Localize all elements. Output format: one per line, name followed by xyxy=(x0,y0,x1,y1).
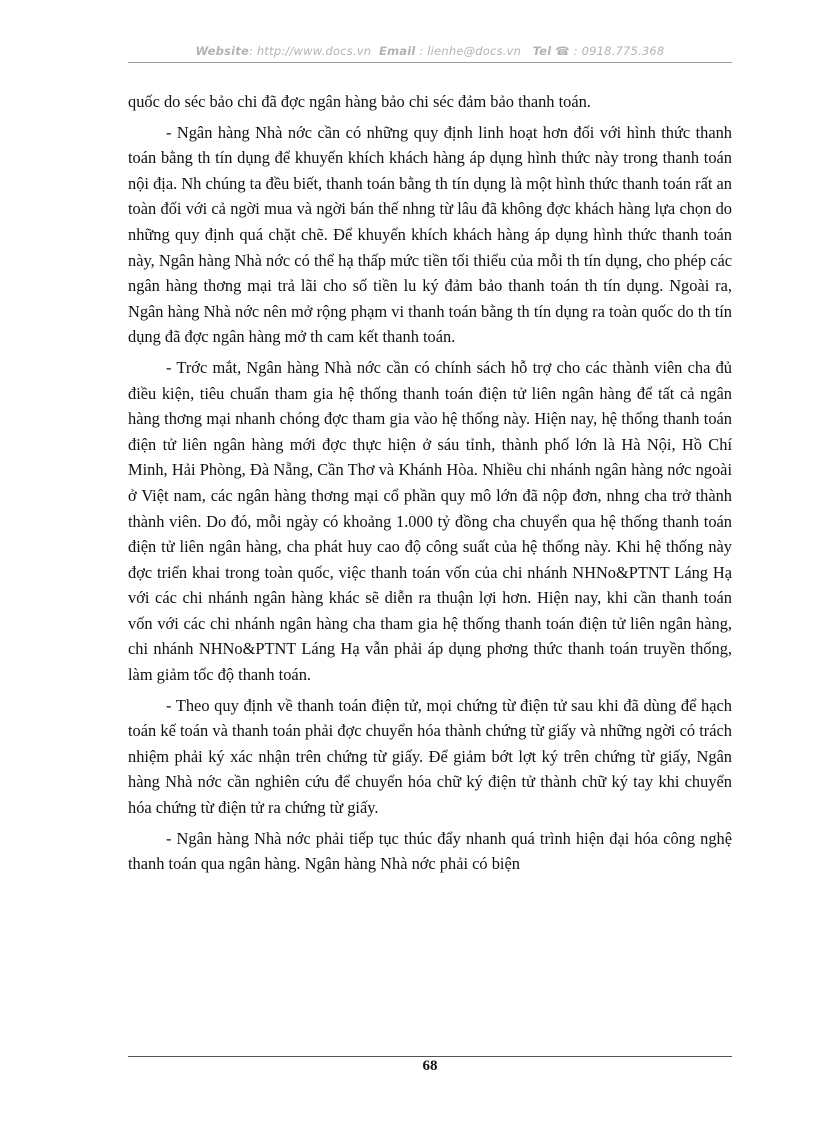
website-label: Website xyxy=(195,44,249,58)
tel-value: ☎ : 0918.775.368 xyxy=(555,44,665,58)
footer-divider xyxy=(128,1056,732,1057)
email-label: Email xyxy=(379,44,416,58)
email-value: : lienhe@docs.vn xyxy=(419,44,522,58)
header-divider xyxy=(128,62,732,63)
tel-label: Tel xyxy=(532,44,552,58)
website-value: : http://www.docs.vn xyxy=(249,44,372,58)
paragraph-credit-letter: - Ngân hàng Nhà nớc cần có những quy định linh hoạt hơn đối với hình thức thanh toán bằng th tín dụng để khuyến khích khách hàng áp dụng hình thức này trong thanh toán nội địa. Nh chúng ta đều biết, thanh toán bằng th tín dụng là một hình thức thanh toán rất an toàn đối với cả ngời mua và ngời bán thế nhng từ lâu đã không đợc khách hàng lựa chọn do những quy định quá chặt chẽ. Để khuyến khích khách hàng áp dụng hình thức thanh toán này, Ngân hàng Nhà nớc có thể hạ thấp mức tiền tối thiểu của mỗi th tín dụng, cho phép các ngân hàng thơng mại trả lãi cho số tiền lu ký đảm bảo thanh toán th tín dụng. Ngoài ra, Ngân hàng Nhà nớc nên mở rộng phạm vi thanh toán bằng th tín dụng ra toàn quốc do th tín dụng đã đợc ngân hàng mở th cam kết thanh toán. xyxy=(128,122,732,347)
paragraph-modernization: - Ngân hàng Nhà nớc phải tiếp tục thúc đẩy nhanh quá trình hiện đại hóa công nghệ thanh toán qua ngân hàng. Ngân hàng Nhà nớc phải có biện xyxy=(128,828,732,874)
page-header xyxy=(128,44,732,58)
paragraph-continuation: quốc do séc bảo chi đã đợc ngân hàng bảo chi séc đảm bảo thanh toán. xyxy=(128,92,591,111)
page-number: 68 xyxy=(422,1058,438,1074)
paragraph-interbank-system: - Trớc mắt, Ngân hàng Nhà nớc cần có chính sách hỗ trợ cho các thành viên cha đủ điều kiện, tiêu chuẩn tham gia hệ thống thanh toán điện tử liên ngân hàng để tất cả ngân hàng thơng mại nhanh chóng đợc tham gia vào hệ thống này. Hiện nay, hệ thống thanh toán điện tử liên ngân hàng mới đợc thực hiện ở sáu tỉnh, thành phố lớn là Hà Nội, Hồ Chí Minh, Hải Phòng, Đà Nẵng, Cần Thơ và Khánh Hòa. Nhiều chi nhánh ngân hàng nớc ngoài ở Việt nam, các ngân hàng thơng mại cổ phần quy mô lớn đã nộp đơn, nhng cha trở thành thành viên. Do đó, mỗi ngày có khoảng 1.000 tỷ đồng cha chuyển qua hệ thống thanh toán điện tử liên ngân hàng, cha phát huy cao độ công suất của hệ thống này. Khi hệ thống này đợc triển khai trong toàn quốc, việc thanh toán vốn của chi nhánh NHNo&PTNT Láng Hạ với các chi nhánh ngân hàng khác sẽ diễn ra thuận lợi hơn. Hiện nay, khi cần thanh toán vốn với các chi nhánh ngân hàng cha tham gia hệ thống thanh toán điện tử liên ngân hàng, chi nhánh NHNo&PTNT Láng Hạ vẫn phải áp dụng phơng thức thanh toán truyền thống, làm giảm tốc độ thanh toán. xyxy=(128,357,732,685)
paragraph-electronic-documents: - Theo quy định về thanh toán điện tử, mọi chứng từ điện tử sau khi đã dùng để hạch toán kế toán và thanh toán phải đợc chuyển hóa thành chứng từ giấy và những ngời có trách nhiệm phải ký xác nhận trên chứng từ giấy. Để giảm bớt lợt ký trên chứng từ giấy, Ngân hàng Nhà nớc cần nghiên cứu để chuyển hóa chữ ký điện tử thành chữ ký tay khi chuyển hóa chứng từ điện tử ra chứng từ giấy. xyxy=(128,695,732,818)
document-body xyxy=(128,89,732,882)
